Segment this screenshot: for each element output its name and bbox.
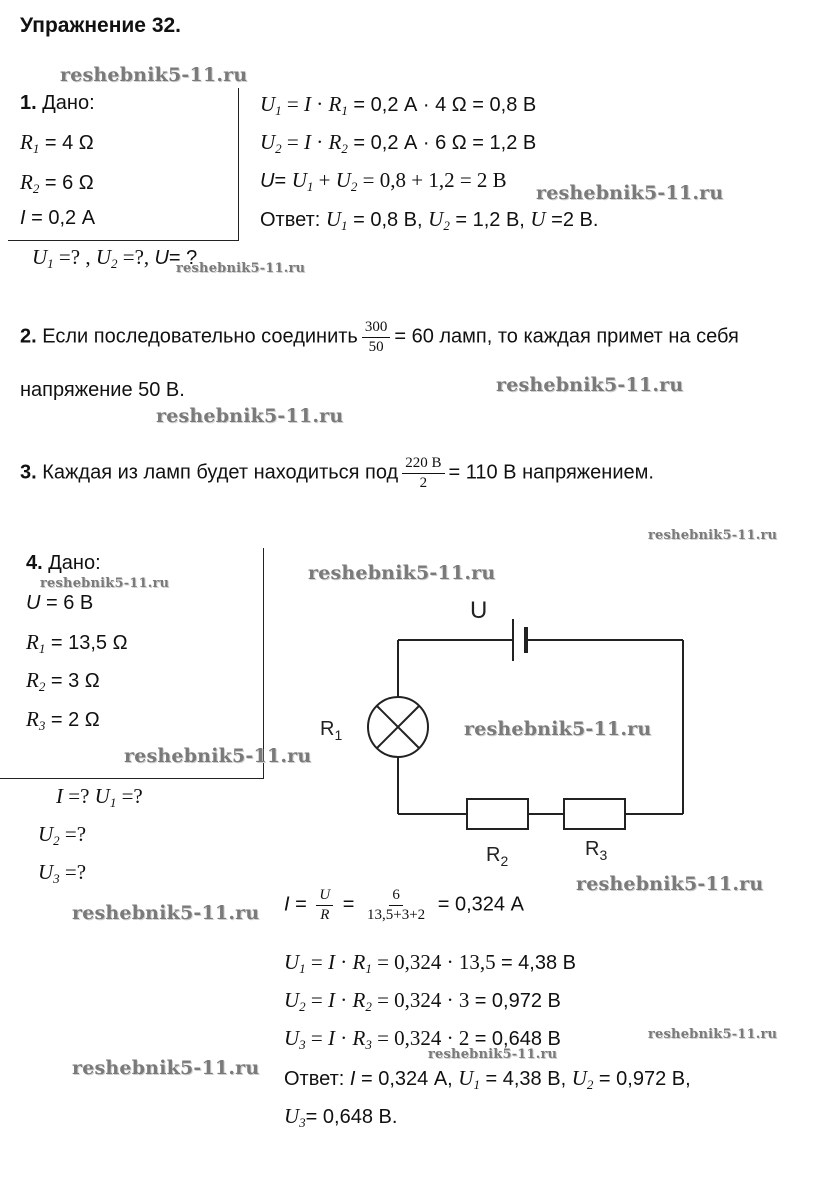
watermark: reshebnik5-11.ru (60, 64, 248, 86)
p4-given-divider-v (263, 548, 264, 778)
p1-find: $U_1$ =? , $U_2$ =?, U= ? (32, 245, 198, 271)
p2-number: 2. (20, 325, 37, 348)
watermark: reshebnik5-11.ru (72, 1057, 260, 1079)
p1-answer: Ответ: $U_1 = 0,8$ В, $U_2 = 1,2$ В, U =2 В. (260, 207, 599, 233)
p2-fraction: $\frac{300}{50}$ (362, 318, 391, 357)
p4-given-divider-h (0, 778, 264, 779)
p2-line1: 2. Если последовательно соединить $\frac{300}{50}$ = 60 ламп, то каждая примет на себя (20, 319, 739, 355)
watermark: reshebnik5-11.ru (40, 576, 170, 591)
p1-given-divider-v (238, 88, 239, 240)
p4-calc-u1: $U_1 = I \cdot R_1 = 0,324 \cdot 13,5 = 4,38$ В (284, 950, 576, 976)
p4-r3: $R_3 = 2$ Ω (26, 707, 100, 733)
p1-given: Дано: (42, 92, 95, 114)
p4-calc-u3: $U_3 = I \cdot R_3 = 0,324 \cdot 2 = 0,648$ В (284, 1026, 561, 1052)
p4-answer-line1: Ответ: I = 0,324 А, $U_1 = 4,38$ В, $U_2 = 0,972$ В, (284, 1066, 691, 1092)
p1-calc-u1: $U_1 = I \cdot R_1 = 0,2$ А · 4 Ω = 0,8 В (260, 92, 537, 118)
p1-current: I = 0,2 А (20, 207, 96, 229)
watermark: reshebnik5-11.ru (72, 902, 260, 924)
p4-calc-i: I = $\frac{U}{R}$ = $\frac{6}{13,5+3+2}$ = 0,324 А (284, 887, 524, 923)
p1-calc-u2: $U_2 = I \cdot R_2 = 0,2$ А · 6 Ω = 1,2 В (260, 130, 537, 156)
watermark: reshebnik5-11.ru (124, 745, 312, 767)
circuit-label-u: U (470, 597, 488, 624)
p1-header (20, 92, 95, 115)
watermark: reshebnik5-11.ru (648, 1027, 778, 1042)
p4-find-i-u1: I =? $U_1$ =? (56, 784, 143, 810)
p4-header (26, 552, 101, 575)
watermark: reshebnik5-11.ru (156, 405, 344, 427)
watermark: reshebnik5-11.ru (176, 261, 306, 276)
p1-r1: $R_1 = 4$ Ω (20, 130, 94, 156)
watermark: reshebnik5-11.ru (464, 718, 652, 740)
p4-find-u3: $U_3$ =? (38, 860, 87, 886)
circuit-label-r1: $R_1$ (320, 718, 343, 743)
p1-number: 1. (20, 92, 37, 114)
watermark: reshebnik5-11.ru (536, 182, 724, 204)
p3-fraction: $\frac{220 В}{2}$ (402, 454, 444, 493)
p4-r2: $R_2 = 3$ Ω (26, 668, 100, 694)
p4-answer-line2: $U_3= 0,648$ В. (284, 1104, 398, 1130)
p4-calc-u2: $U_2 = I \cdot R_2 = 0,324 \cdot 3 = 0,972$ В (284, 988, 561, 1014)
p1-r2: $R_2 = 6$ Ω (20, 170, 94, 196)
watermark: reshebnik5-11.ru (428, 1047, 558, 1062)
p1-given-divider-h (8, 240, 239, 241)
p3-line: 3. Каждая из ламп будет находиться под $\frac{220 В}{2}$ = 110 В напряжением. (20, 455, 654, 491)
circuit-label-r2: $R_2$ (486, 844, 509, 869)
p4-r1: $R_1 = 13,5$ Ω (26, 630, 128, 656)
resistor-r3 (564, 799, 625, 829)
p4-number: 4. (26, 552, 43, 574)
p4-find-u2: $U_2$ =? (38, 822, 87, 848)
watermark: reshebnik5-11.ru (496, 374, 684, 396)
page-title: Упражнение 32. (20, 14, 182, 37)
resistor-r2 (467, 799, 528, 829)
p4-given: Дано: (48, 552, 101, 574)
circuit-label-r3: $R_3$ (585, 838, 608, 863)
watermark: reshebnik5-11.ru (648, 528, 778, 543)
watermark: reshebnik5-11.ru (308, 562, 496, 584)
p4-voltage: U = 6 В (26, 592, 94, 614)
p2-line2: напряжение 50 В. (20, 379, 185, 401)
p1-calc-u: $U= U_1 + U_2 = 0,8 + 1,2 = 2$ В (260, 168, 507, 194)
p3-number: 3. (20, 461, 37, 484)
watermark: reshebnik5-11.ru (576, 873, 764, 895)
